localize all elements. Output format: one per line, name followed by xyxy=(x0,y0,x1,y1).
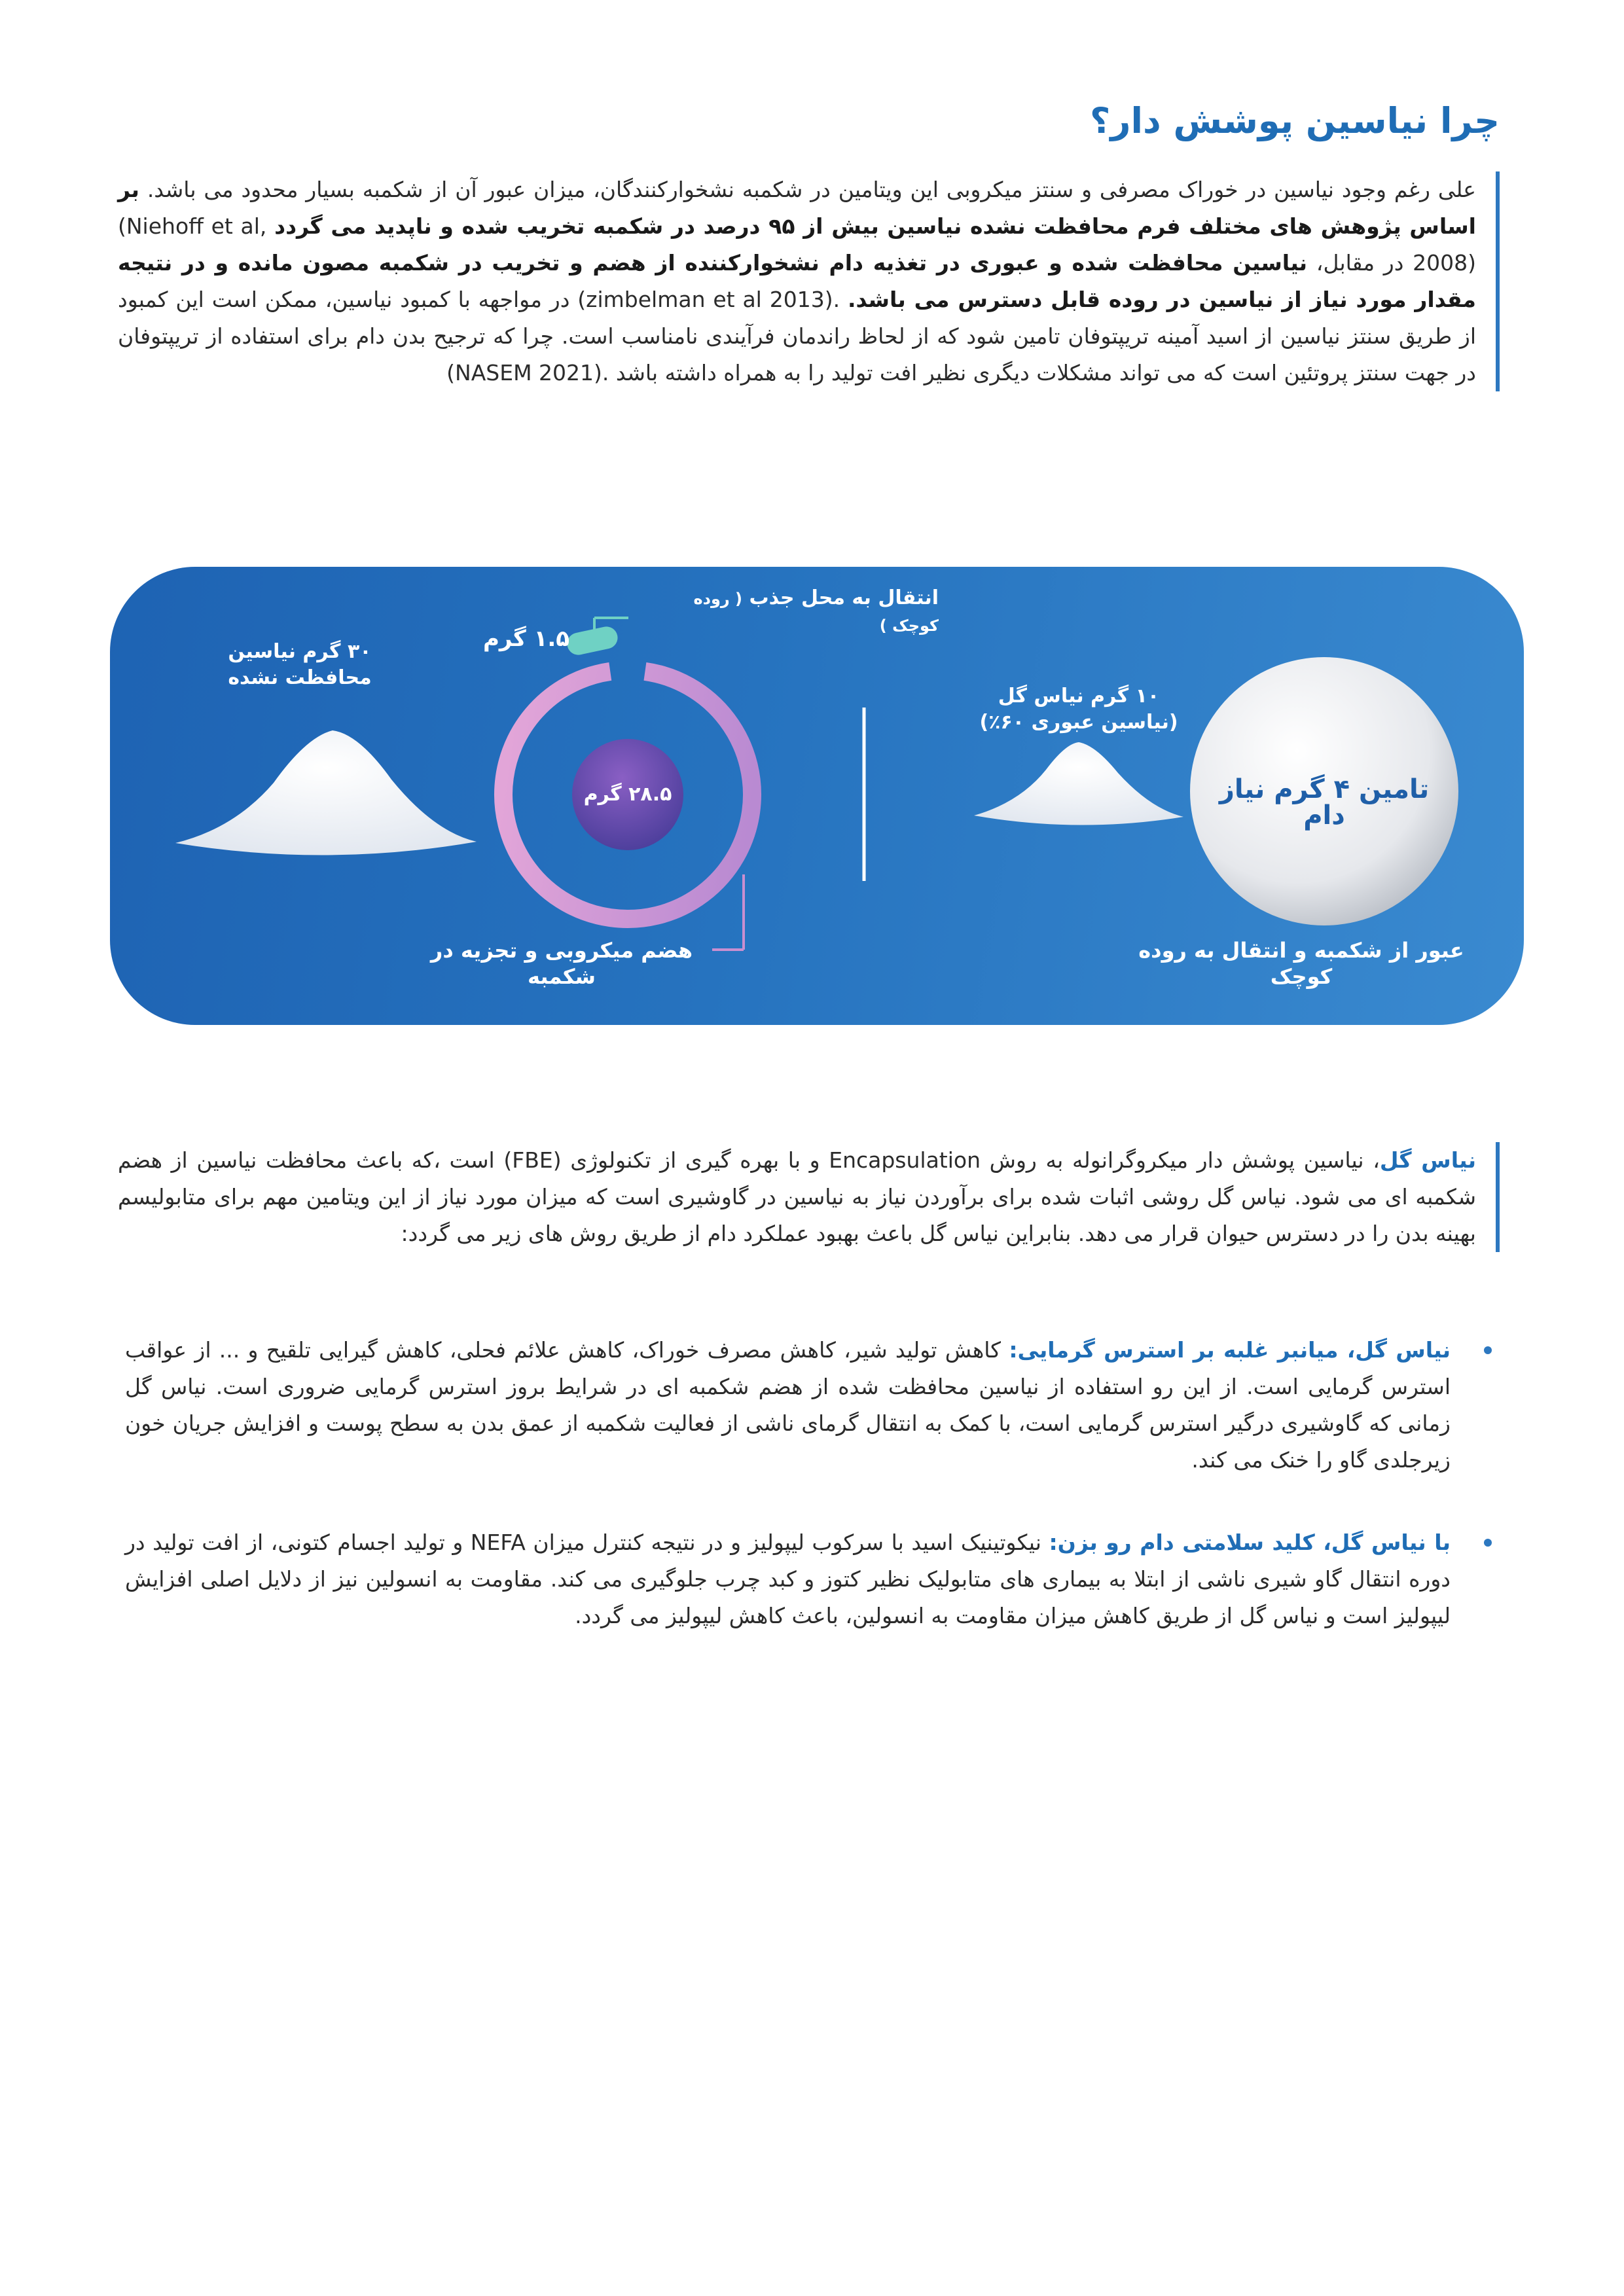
center-amount-label: ۲۸.۵ گرم xyxy=(583,783,672,806)
infographic-panel xyxy=(110,567,1524,1025)
transfer-text: انتقال به محل جذب xyxy=(749,586,939,609)
intro-paragraph xyxy=(118,171,1476,391)
intro-citation-3: (NASEM 2021). xyxy=(446,360,609,386)
bullet-dot-icon xyxy=(1484,1539,1492,1547)
niasgol-text-3: است ،که باعث محافظت نیاسین از هضم شکمبه ای می شود. نیاس گل روشی اثبات شده برای برآوردن نیاز به نیاسین در گاوشیری است که میزان مورد نیاز از این ویتامین مهم برای متابولیسم بهینه بدن را در دسترس حیوان قرار می دهد. بنابراین نیاس گل باعث بهبود عملکرد دام از طریق روش های زیر می گردد: xyxy=(118,1147,1476,1246)
niasgol-amount: ۱۰ گرم نیاس گل xyxy=(998,685,1160,708)
intro-citation-1: (Niehoff et al, 2008) xyxy=(118,213,1476,276)
bypass-label: عبور از شکمبه و انتقال به روده کوچک xyxy=(1138,938,1464,989)
unprotected-niacin-pile xyxy=(175,730,477,855)
bullet-heading: با نیاس گل، کلید سلامتی دام رو بزن: xyxy=(1049,1530,1451,1555)
intro-citation-2: (zimbelman et al 2013). xyxy=(577,287,840,312)
niasgol-name: نیاس گل xyxy=(1379,1147,1476,1173)
ball-label: تامین ۴ گرم نیاز دام xyxy=(1219,774,1430,831)
intro-text-2: در مقابل، xyxy=(1316,250,1404,276)
niasgol-section xyxy=(118,1142,1500,1252)
intro-bold-1: بر اساس پژوهش های مختلف فرم محافظت نشده نیاسین بیش از ۹۵ درصد در شکمبه تخریب شده و ناپدید می گردد xyxy=(118,177,1476,239)
bullet-heading: نیاس گل، میانبر غلبه بر استرس گرمایی: xyxy=(1009,1337,1451,1363)
niasgol-paragraph xyxy=(118,1142,1476,1252)
unprotected-amount: ۳۰ گرم نیاسین xyxy=(228,640,372,663)
intro-text-1: علی رغم وجود نیاسین در خوراک مصرفی و سنتز میکروبی این ویتامین در شکمبه نشخوارکنندگان، میزان عبور آن از شکمبه بسیار محدود می باشد. xyxy=(147,177,1476,202)
bullet-dot-icon xyxy=(1484,1346,1492,1354)
list-item xyxy=(125,1332,1500,1479)
niasgol-pile-label xyxy=(954,683,1203,736)
transfer-subtext: ( روده کوچک ) xyxy=(693,590,939,635)
intro-text-3: در مواجهه با کمبود نیاسین، ممکن است این کمبود از طریق سنتز نیاسین از اسید آمینه تریپتوفان تامین شود که از لحاظ راندمان فرآیندی نامناسب است. چرا که ترجیح بدن دام برای استفاده از تریپتوفان در جهت سنتز پروتئین است که می تواند مشکلات دیگری نظیر افت تولید را به همراه داشته باشد xyxy=(118,287,1476,386)
niasgol-bypass-percent: (نیاسین عبوری ۶۰٪) xyxy=(979,711,1178,734)
list-item xyxy=(125,1524,1500,1634)
unprotected-label xyxy=(202,639,398,691)
bullet-body: نیکوتینیک اسید با سرکوب لیپولیز و در نتیجه کنترل میزان NEFA و تولید اجسام کتونی، از افت تولید در دوره انتقال گاو شیری ناشی از ابتلا به بیماری های متابولیک نظیر کتوز و کبد چرب جلوگیری می کند. مقاومت به انسولین نیز از دلایل اصلی افزایش لیپولیز است و نیاس گل از طریق کاهش میزان مقاومت به انسولین، باعث کاهش لیپولیز می گردد. xyxy=(125,1530,1451,1628)
niasgol-encapsulation: Encapsulation xyxy=(829,1147,981,1173)
niasgol-text-2: و با بهره گیری از تکنولوژی xyxy=(570,1147,820,1173)
niasgol-pile xyxy=(974,742,1183,825)
page-title: چرا نیاسین پوشش دار؟ xyxy=(1090,100,1500,141)
bullet-body: کاهش تولید شیر، کاهش مصرف خوراک، کاهش علائم فحلی، کاهش گیرایی تلقیح و ... از عواقب استرس گرمایی است. از این رو استفاده از نیاسین محافظت شده از هضم شکمبه ای در شرایط بروز استرس گرمایی ضروری است. نیاس گل زمانی که گاوشیری درگیر استرس گرمایی است، با کمک به انتقال گرمای ناشی از فعالیت شکمبه از عمق بدن به سطح پوست و افزایش جریان خون زیرجلدی گاو را خنک می کند. xyxy=(125,1337,1451,1473)
intro-bold-2: نیاسین محافظت شده و عبوری در تغذیه دام نشخوارکننده از هضم و تخریب در شکمبه مصون مانده و در نتیجه مقدار مورد نیاز از نیاسین در روده قابل دسترس می باشد. xyxy=(118,250,1476,312)
niasgol-text-1: ، نیاسین پوشش دار میکروگرانوله به روش xyxy=(989,1147,1380,1173)
transfer-label xyxy=(651,585,939,639)
intro-section xyxy=(118,171,1500,391)
digest-label: هضم میکروبی و تجزیه در شکمبه xyxy=(430,938,693,989)
niasgol-fbe: (FBE) xyxy=(503,1147,562,1173)
unprotected-text: محافظت نشده xyxy=(228,666,372,689)
benefits-list xyxy=(125,1332,1500,1680)
small-intestine-capsule xyxy=(565,624,619,656)
small-amount-label: ۱.۵ گرم xyxy=(482,626,570,652)
